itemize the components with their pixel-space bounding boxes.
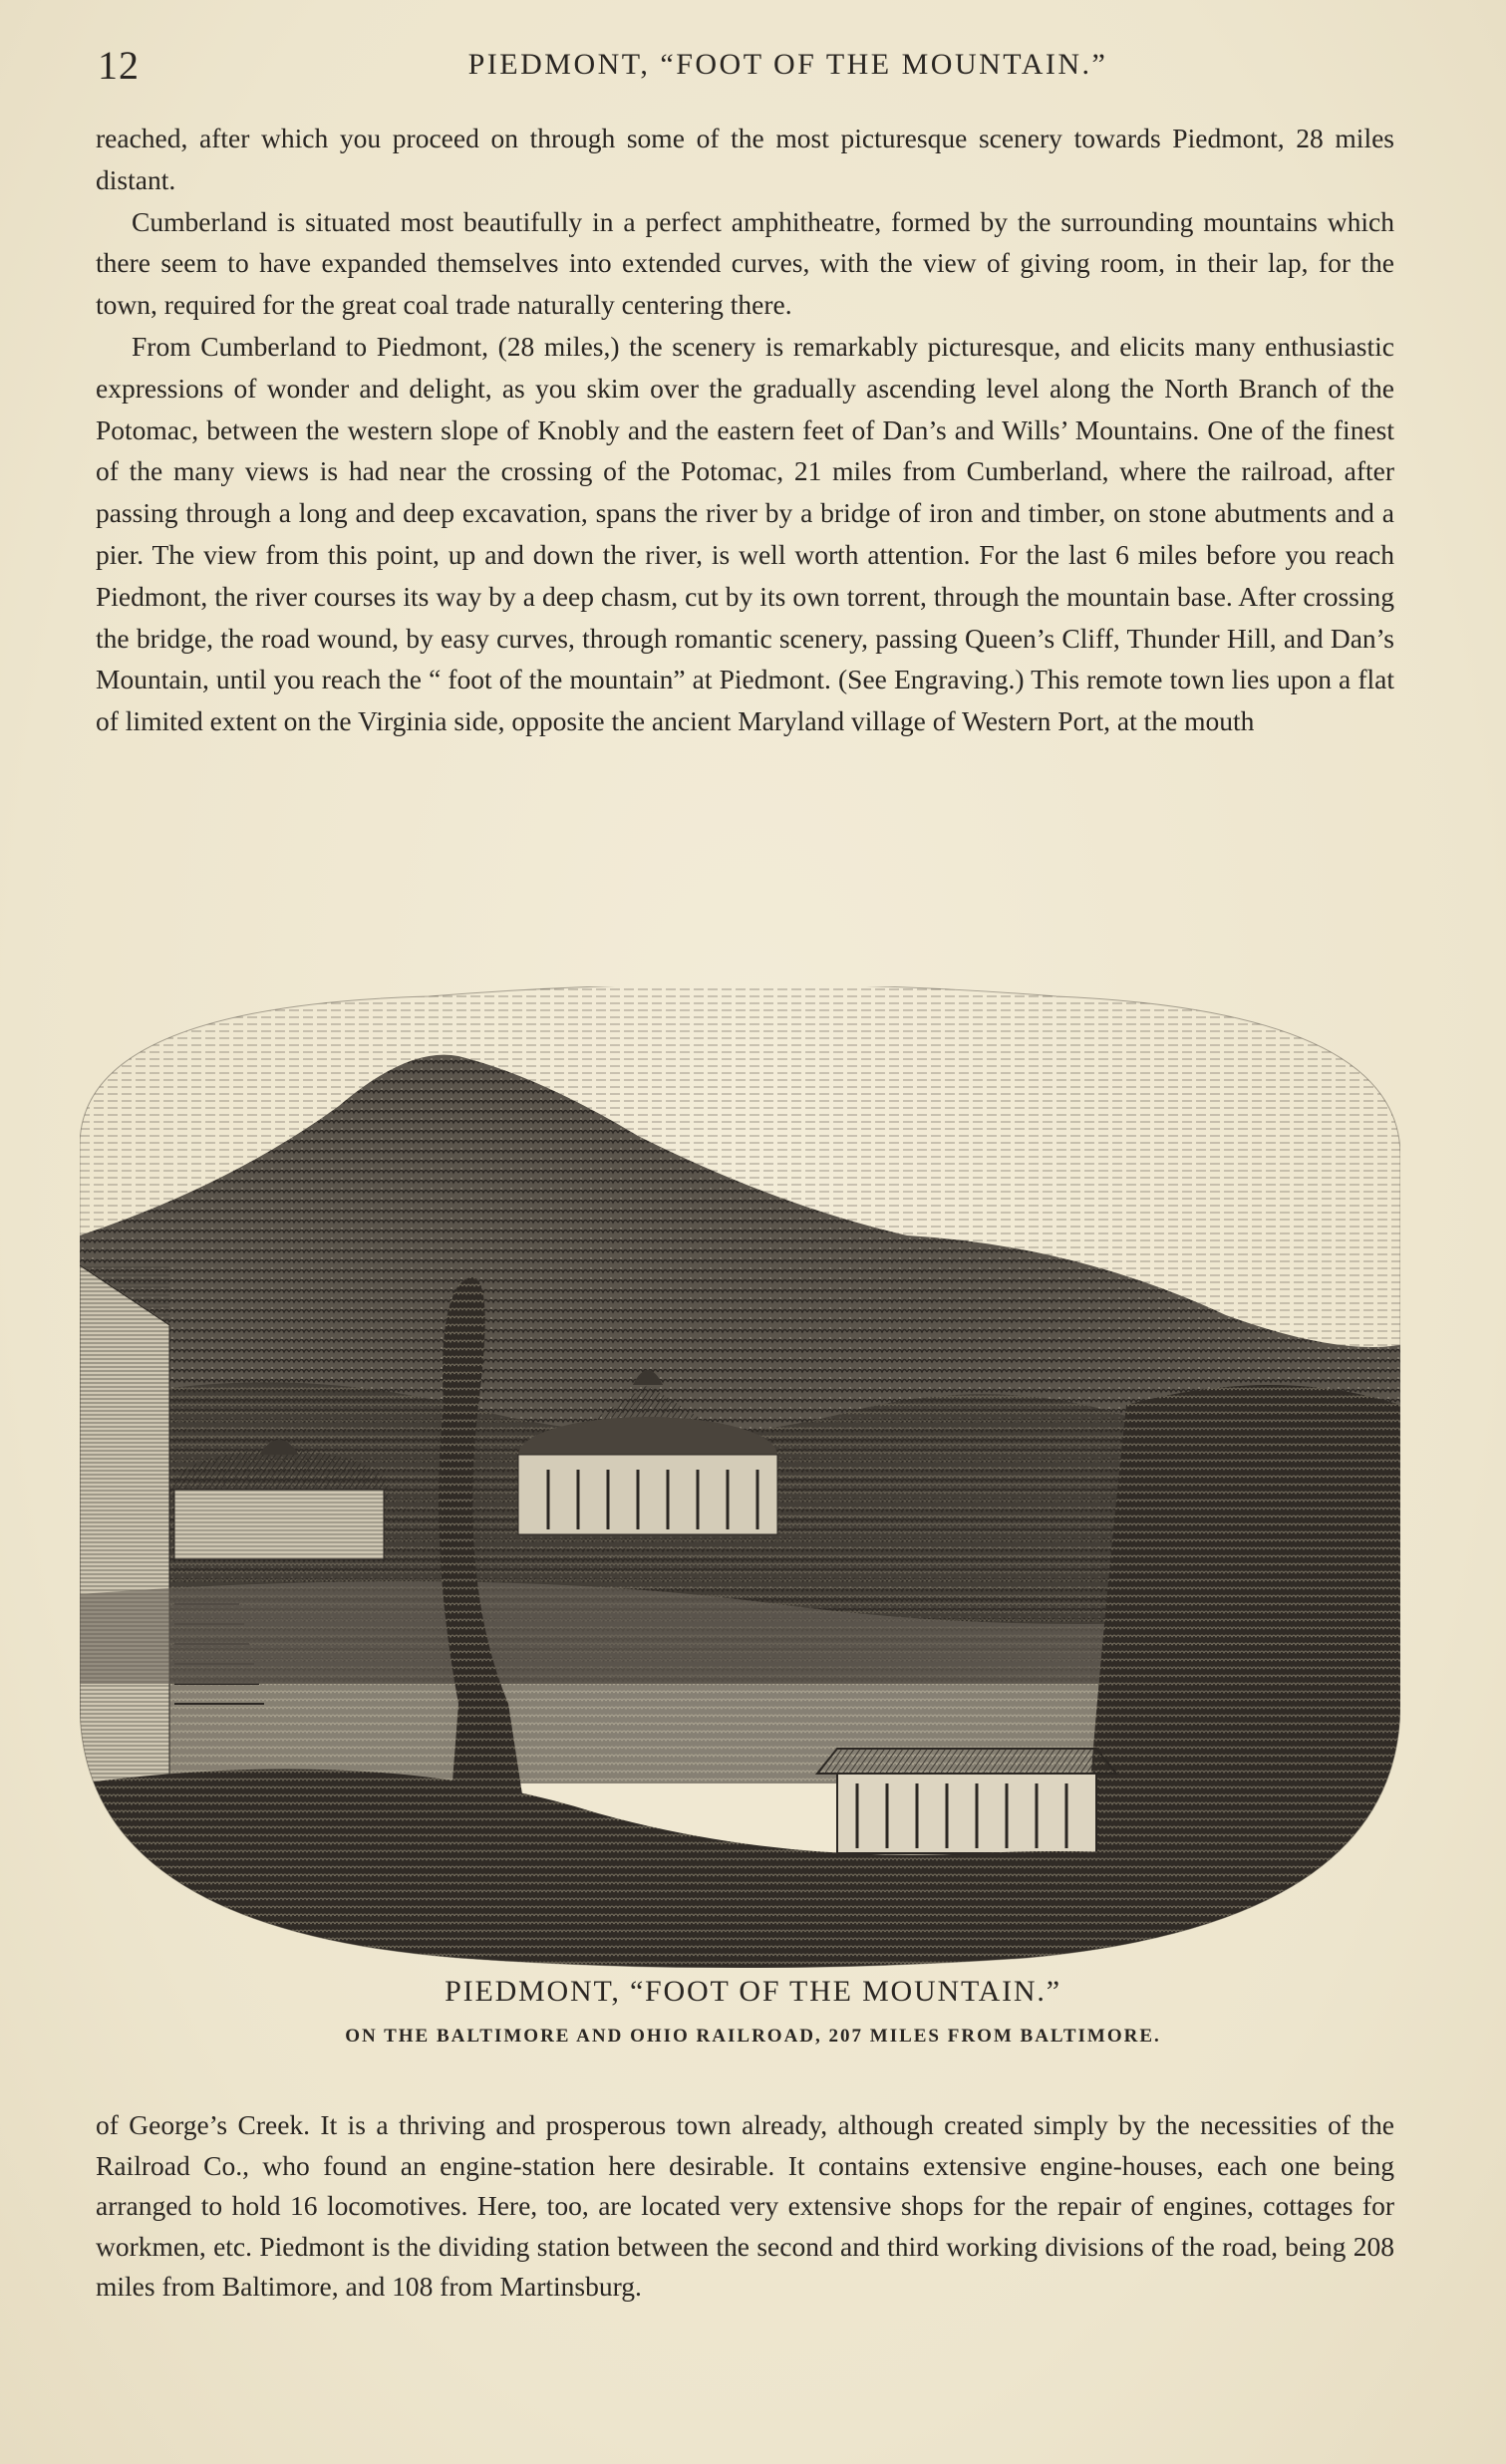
page-number: 12 bbox=[98, 43, 140, 88]
engraving-illustration bbox=[80, 986, 1400, 1968]
paragraph: reached, after which you proceed on through some of the most picturesque scenery towards Piedmont, 28 miles distant. bbox=[96, 123, 1394, 195]
illustration-caption-subtitle: ON THE BALTIMORE AND OHIO RAILROAD, 207 MILES FROM BALTIMORE. bbox=[345, 2026, 1161, 2047]
paragraph: Cumberland is situated most beautifully in a perfect amphitheatre, formed by the surrounding mountains which there seem to have expanded themselves into extended curves, with the view of giving room, in their lap, for the town, required for the great coal trade naturally centering there. bbox=[96, 205, 1394, 321]
running-head: PIEDMONT, “FOOT OF THE MOUNTAIN.” bbox=[467, 48, 1108, 81]
body-text-bottom bbox=[96, 2105, 1394, 2308]
page-header bbox=[96, 42, 1410, 90]
paragraph: From Cumberland to Piedmont, (28 miles,) the scenery is remarkably picturesque, and elicits many enthusiastic expressions of wonder and delight, as you skim over the gradually ascending level along the North Branch of the Potomac, between the western slope of Knobly and the eastern feet of Dan’s and Wills’ Mountains. One of the finest of the many views is had near the crossing of the Potomac, 21 miles from Cumberland, where the railroad, after passing through a long and deep excavation, spans the river by a bridge of iron and timber, on stone abutments and a pier. The view from this point, up and down the river, is well worth attention. For the last 6 miles before you reach Piedmont, the river courses its way by a deep chasm, cut by its own torrent, through the mountain base. After crossing the bridge, the road wound, by easy curves, through romantic scenery, passing Queen’s Cliff, Thunder Hill, and Dan’s Mountain, until you reach the “ foot of the mountain” at Piedmont. (See Engraving.) This remote town lies upon a flat of limited extent on the Virginia side, opposite the ancient Maryland village of Western Port, at the mouth bbox=[96, 330, 1394, 737]
paragraph: of George’s Creek. It is a thriving and prosperous town already, although created simply by the necessities of the Railroad Co., who found an engine-station here desirable. It contains extensive engine-houses, each one being arranged to hold 16 locomotives. Here, too, are located very extensive shops for the repair of engines, cottages for workmen, etc. Piedmont is the dividing station between the second and third working divisions of the road, being 208 miles from Baltimore, and 108 from Martinsburg. bbox=[96, 2109, 1394, 2302]
body-text-top bbox=[96, 118, 1394, 742]
cottages-right bbox=[817, 1749, 1116, 1853]
illustration-caption-title: PIEDMONT, “FOOT OF THE MOUNTAIN.” bbox=[445, 1975, 1061, 2008]
